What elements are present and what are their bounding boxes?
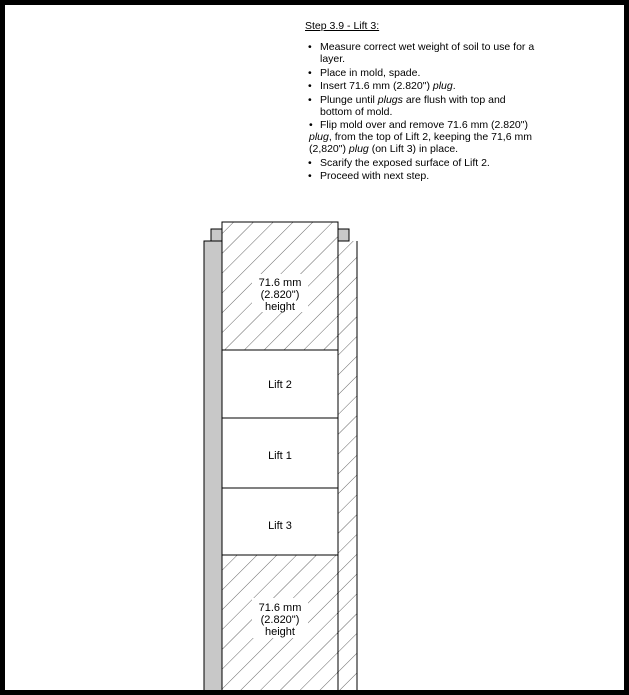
mold-right-wall xyxy=(337,241,357,693)
step-item: • Proceed with next step. xyxy=(300,170,540,182)
lift-1-label: Lift 1 xyxy=(268,450,292,462)
lift-3-label: Lift 3 xyxy=(268,520,292,532)
step-item: • Place in mold, spade. xyxy=(300,67,540,79)
bottom-plug-line-1: 71.6 mm xyxy=(258,602,302,614)
step-item: • Plunge until plugs are flush with top and bottom of mold. xyxy=(300,94,540,118)
bottom-plug-line-2: (2.820") xyxy=(260,614,300,626)
step-item: • Insert 71.6 mm (2.820") plug. xyxy=(300,80,540,92)
top-plug-line-2: (2.820") xyxy=(260,289,300,301)
collar-tab-right xyxy=(338,229,349,241)
bottom-plug-line-3: height xyxy=(265,626,295,638)
bottom-plug-label xyxy=(252,598,308,638)
step-title: Step 3.9 - Lift 3: xyxy=(305,20,380,32)
top-plug-line-3: height xyxy=(265,301,295,313)
step-item: • Flip mold over and remove 71.6 mm (2.820") plug, from the top of Lift 2, keeping the 71,6 mm (2,820") plug (on Lift 3) in place. xyxy=(309,119,532,155)
mold-left-wall xyxy=(204,241,222,693)
top-plug-label xyxy=(252,274,308,313)
lift-2-label: Lift 2 xyxy=(268,379,292,391)
collar-tab-left xyxy=(211,229,222,241)
step-item: • Scarify the exposed surface of Lift 2. xyxy=(300,157,540,169)
step-item: • Measure correct wet weight of soil to use for a layer. xyxy=(300,41,540,65)
top-plug-line-1: 71.6 mm xyxy=(258,277,302,289)
bullet-icon: • xyxy=(309,119,313,131)
